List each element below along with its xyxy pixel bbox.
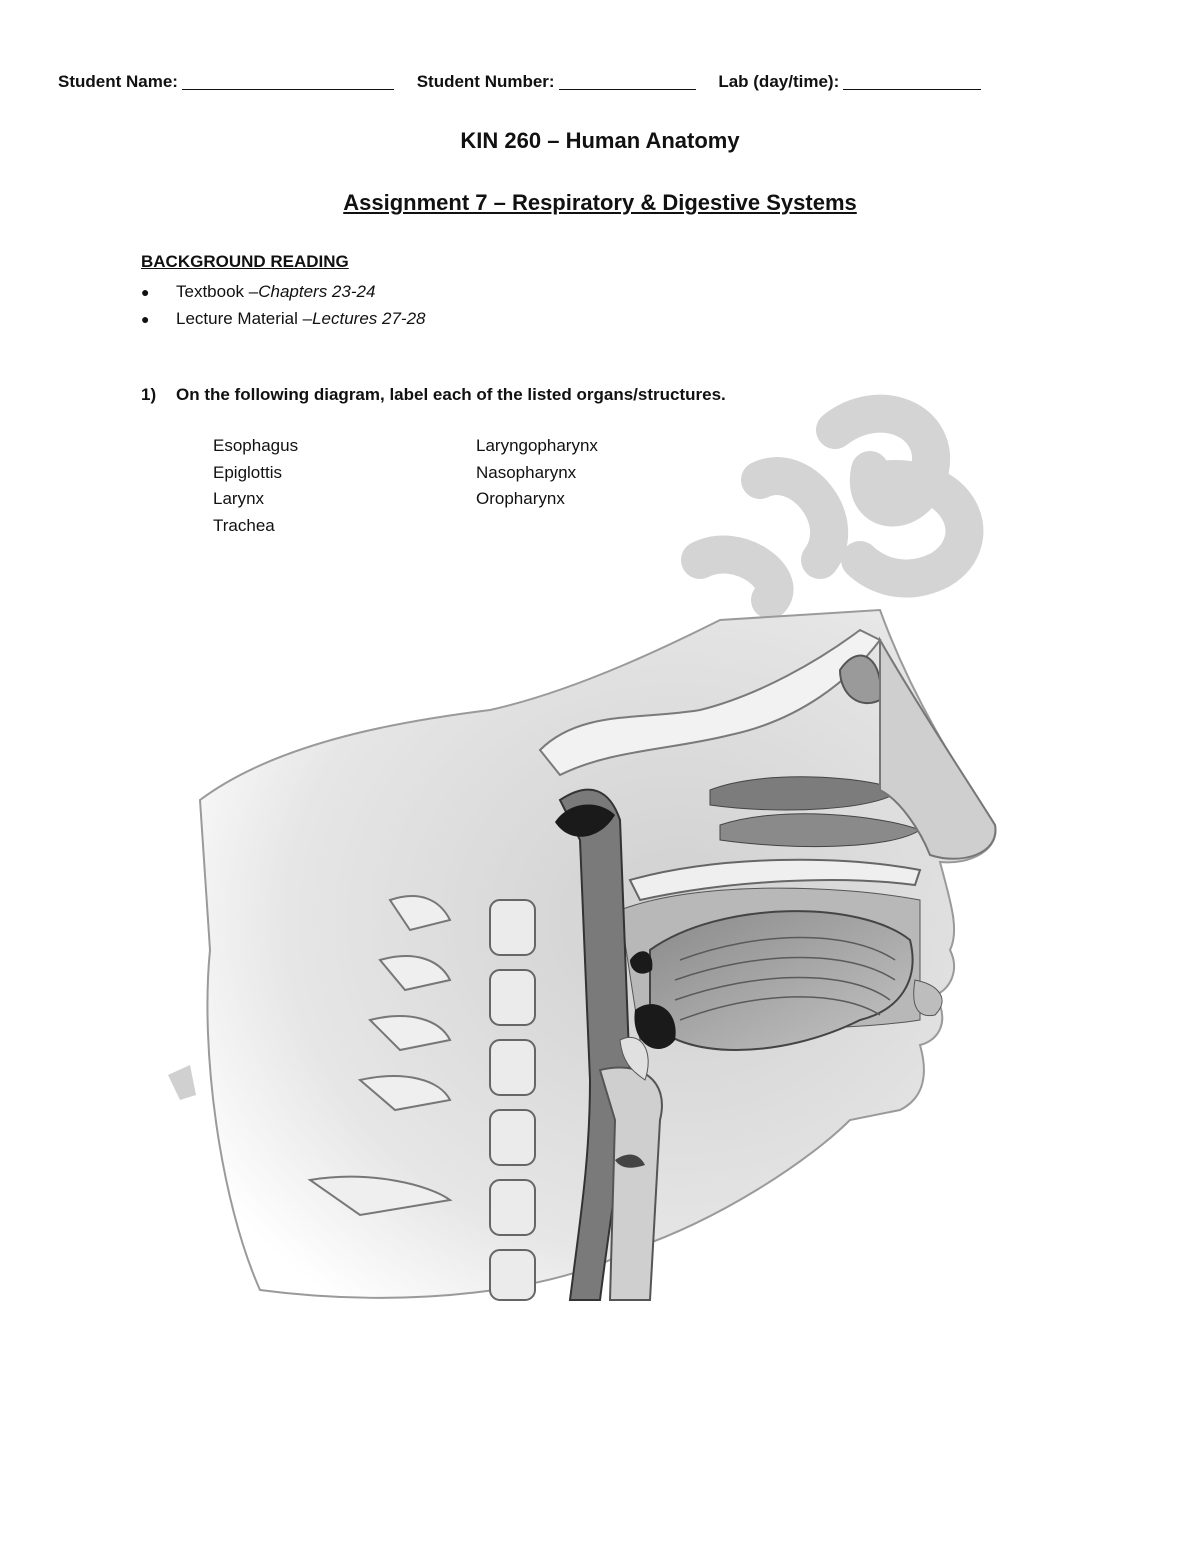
lab-blank[interactable] — [843, 72, 981, 90]
background-reading-heading: BACKGROUND READING — [141, 252, 349, 271]
bullet-icon: ● — [141, 283, 150, 300]
background-reading-list — [141, 278, 425, 332]
lab-field[interactable] — [718, 72, 981, 92]
term-column-left — [213, 436, 298, 542]
term-column-right — [476, 436, 598, 516]
list-item: ● Lecture Material – Lectures 27-28 — [141, 308, 426, 328]
student-name-blank[interactable] — [182, 72, 394, 90]
term-epiglottis: Epiglottis — [213, 462, 282, 482]
term-oropharynx: Oropharynx — [476, 489, 565, 508]
student-number-blank[interactable] — [559, 72, 696, 90]
list-item: ● Textbook – Chapters 23-24 — [141, 281, 376, 301]
question-text: On the following diagram, label each of the listed organs/structures. — [176, 385, 726, 404]
term-nasopharynx: Nasopharynx — [476, 462, 577, 482]
student-info-row — [58, 72, 1058, 92]
student-name-label: Student Name: — [58, 72, 178, 91]
lab-label: Lab (day/time): — [718, 72, 840, 91]
course-title: KIN 260 – Human Anatomy — [460, 128, 740, 153]
term-larynx: Larynx — [213, 489, 265, 508]
term-laryngopharynx: Laryngopharynx — [476, 436, 598, 455]
term-trachea: Trachea — [213, 515, 275, 535]
bullet-icon: ● — [141, 310, 150, 327]
question-number: 1) — [141, 385, 157, 404]
student-number-field[interactable] — [417, 72, 696, 92]
student-name-field[interactable] — [58, 72, 394, 92]
question-1 — [141, 385, 726, 405]
anatomy-diagram — [160, 600, 1020, 1340]
term-esophagus: Esophagus — [213, 436, 299, 455]
assignment-title: Assignment 7 – Respiratory & Digestive Systems — [343, 190, 857, 215]
student-number-label: Student Number: — [416, 72, 555, 91]
